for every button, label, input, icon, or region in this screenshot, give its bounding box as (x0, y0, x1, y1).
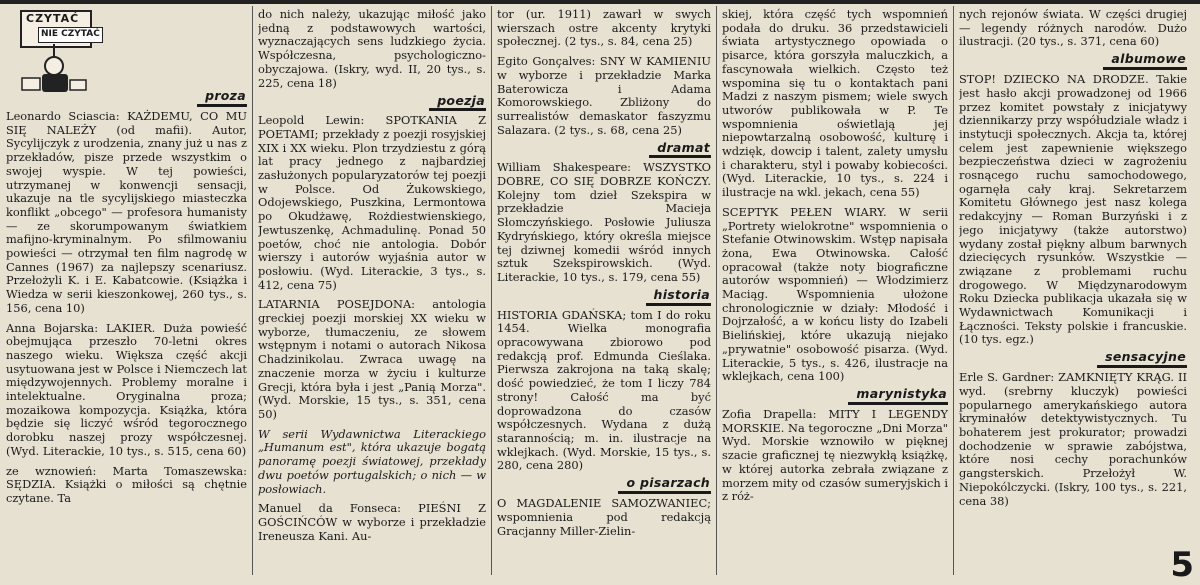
column-rule (716, 6, 717, 575)
review-tomaszewska: ze wznowień: Marta Tomaszewska: SĘDZIA. Książki o miłości są chętnie czytane. Ta (6, 463, 247, 505)
column-3 (497, 8, 711, 573)
column-rule (491, 6, 492, 575)
humanum-est-note: W serii Wydawnictwa Literackiego „Humanum est", która ukazuje bogatą panoramę poezji światowej, przekłady dwu poetów portugalskich; o nich — w posłowiach. (258, 426, 486, 496)
page-number: 5 (1170, 545, 1194, 585)
review-continuation: tor (ur. 1911) zawarł w swych wierszach ostre akcenty krytyki społecznej. (2 tys., s. 84, cena 25) (497, 8, 711, 49)
column-5 (959, 8, 1187, 573)
review-sciascia: Leonardo Sciascia: KAŻDEMU, CO MU SIĘ NALEŻY (od mafii). Autor, Sycylijczyk z urodzenia, znany już u nas z przekładów, pisze przede wszystkim o swojej wyspie. W tej powieści, utrzymanej w konwencji sensacji, ukazuje na tle sycylijskiego miasteczka konflikt „obcego" — profesora humanisty — ze skorumpowanym światkiem mafijno-kryminalnym. Po sfilmowaniu powieści — otrzymał ten film nagrodę w Cannes (1967) za najlepszy scenariusz. Przełożyli K. i E. Kabatcowie. (Książka i Wiedza w serii kieszonkowej, 260 tys., s. 156, cena 10) (6, 109, 247, 315)
review-stop-dziecko: STOP! DZIECKO NA DRODZE. Takie jest hasło akcji prowadzonej od 1966 przez komitet powstały z inicjatywy dziennikarzy przy współudziale władz i instytucji społecznych. Akcja ta, której celem jest zapewnienie większego bezpieczeństwa dzieci w zagrożeniu rosnącego ruchu samochodowego, ogarnęła cały kraj. Sekretarzem Komitetu Głównego jest nasz kolega redakcyjny — Roman Burzyński i z jego inicjatywy (także autorstwo) wydany został piękny album barwnych dziecięcych rysunków. Wszystkie — związane z problemami ruchu drogowego. W Międzynarodowym Roku Dziecka publikacja ukazała się w Wydawnictwach Komunikacji i Łączności. Teksty polskie i francuskie. (10 tys. egz.) (959, 72, 1187, 347)
logo-text-2: NIE CZYTAĆ (38, 27, 103, 43)
review-shakespeare: William Shakespeare: WSZYSTKO DOBRE, CO SIĘ DOBRZE KOŃCZY. Kolejny tom dzieł Szekspira w przekładzie Macieja Słomczyńskiego. Posłowie Juliusza Kydryńskiego, który określa miejsce tej dziwnej komedii wśród innych sztuk Szekspirowskich. (Wyd. Literackie, 10 tys., s. 179, cena 55) (497, 160, 711, 284)
review-continuation: nych rejonów świata. W części drugiej — legendy różnych narodów. Dużo ilustracji. (20 tys., s. 371, cena 60) (959, 8, 1187, 49)
czytac-nie-czytac-logo (8, 8, 126, 94)
column-2 (258, 8, 486, 573)
section-header-albumowe: albumowe (959, 52, 1187, 70)
section-header-sensacyjne: sensacyjne (959, 350, 1187, 368)
review-samozwaniec: O MAGDALENIE SAMOZWANIEC; wspomnienia pod redakcją Gracjanny Miller-Zielin- (497, 496, 711, 538)
section-header-dramat: dramat (497, 140, 711, 158)
review-continuation: skiej, która część tych wspomnień podała do druku. 36 przedstawicieli świata artystycznego opowiada o pisarce, która gorszyła maluczkich, a fascynowała wielkich. Często też wspomina się tu o kontaktach pani Madzi z naszym pismem; wiele swych utworów publikowała w P. Te wspomnienia oświetlają jej niepowtarzalną osobowość, kulturę i wdzięk, dowcip i talent, zalety umysłu i charakteru, styl i powaby kobiecości. (Wyd. Literackie, 10 tys., s. 224 i ilustracje na wkl. jekach, cena 55) (722, 8, 948, 200)
review-fonseca: Manuel da Fonseca: PIEŚNI Z GOŚCIŃCÓW w wyborze i przekładzie Ireneusza Kani. Au- (258, 501, 486, 543)
review-goncalves: Egito Gonçalves: SNY W KAMIENIU w wyborze i przekładzie Marka Baterowicza i Adama Komorowskiego. Zbliżony do surrealistów demaskator faszyzmu Salazara. (2 tys., s. 68, cena 25) (497, 54, 711, 137)
review-lewin: Leopold Lewin: SPOTKANIA Z POETAMI; przekłady z poezji rosyjskiej XIX i XX wieku. Plon trzydziestu z górą lat pracy jednego z najbardziej zasłużonych popularyzatorów tej poezji w Polsce. Od Żukowskiego, Odojewskiego, Puszkina, Lermontowa po Okudżawę, Rożdiestwienskiego, Jewtuszenkę, Achmadulinę. Ponad 50 poetów, choć nie antologia. Dobór wierszy i autorów wyjaśnia autor w posłowiu. (Wyd. Literackie, 3 tys., s. 412, cena 75) (258, 113, 486, 292)
review-historia-gdanska: HISTORIA GDAŃSKA; tom I do roku 1454. Wielka monografia opracowywana zbiorowo pod redakcją prof. Edmunda Cieślaka. Pierwsza zakrojona na taką skalę; dość powiedzieć, że tom I liczy 784 strony! Całość ma być doprowadzona do czasów współczesnych. Wydana z dużą starannością; m. in. ilustracje na wklejkach. (Wyd. Morskie, 15 tys., s. 280, cena 280) (497, 307, 711, 473)
column-rule (953, 6, 954, 575)
section-header-poezja: poezja (258, 93, 486, 111)
section-header-proza: proza (126, 89, 247, 107)
review-drapella: Zofia Drapella: MITY I LEGENDY MORSKIE. Na tegoroczne „Dni Morza" Wyd. Morskie wznowiło w pięknej szacie graficznej tę niezwykłą książkę, w której autorka zebrała związane z morzem mity od czasów sumeryjskich i z róż- (722, 406, 948, 504)
review-bojarska: Anna Bojarska: LAKIER. Duża powieść obejmująca przeszło 70-letni okres naszego wieku. Większa część akcji usytuowana jest w Polsce i Niemczech lat międzywojennych. Problemy moralne i intelektualne. Oryginalna proza; mozaikowa kompozycja. Książka, która będzie się liczyć wśród tegorocznego dorobku naszej prozy współczesnej. (Wyd. Literackie, 10 tys., s. 515, cena 60) (6, 320, 247, 458)
reader-figure-icon (8, 8, 126, 94)
column-rule (252, 6, 253, 575)
section-header-marynistyka: marynistyka (722, 387, 948, 405)
review-gardner: Erle S. Gardner: ZAMKNIĘTY KRĄG. II wyd. (srebrny kluczyk) powieści popularnego amerykańskiego autora kryminałów detektywistycznych. Tu bohaterem jest prokurator; prowadzi dochodzenie w sprawie zabójstwa, które nosi cechy porachunków gangsterskich. Przełożył W. Niepokólczycki. (Iskry, 100 tys., s. 221, cena 38) (959, 370, 1187, 508)
top-rule (0, 0, 1200, 4)
review-latarnia-posejdona: LATARNIA POSEJDONA: antologia greckiej poezji morskiej XX wieku w wyborze, tłumaczeniu, ze słowem wstępnym i notami o autorach Nikosa Chadzinikolau. Zwraca uwagę na znaczenie morza w życiu i kulturze Grecji, która była i jest „Panią Morza". (Wyd. Morskie, 15 tys., s. 351, cena 50) (258, 297, 486, 421)
logo-text-1: CZYTAĆ (26, 12, 80, 25)
section-header-historia: historia (497, 288, 711, 306)
column-1 (6, 8, 247, 573)
column-4 (722, 8, 948, 573)
review-sceptyk: SCEPTYK PEŁEN WIARY. W serii „Portrety wielokrotne" wspomnienia o Stefanie Otwinowskim. Wstęp napisała żona, Ewa Otwinowska. Całość opracował (także noty biograficzne autorów wspomnień) — Włodzimierz Maciąg. Wspomnienia ułożone chronologicznie w działy: Młodość i Dojrzałość, a w końcu listy do Izabeli Bielińskiej, które ukazują niejako „prywatnie" osobowość pisarza. (Wyd. Literackie, 5 tys., s. 426, ilustracje na wklejkach, cena 100) (722, 204, 948, 384)
review-continuation: do nich należy, ukazując miłość jako jedną z podstawowych wartości, wyznaczających sens ludzkiego życia. Współczesna, psychologiczno-obyczajowa. (Iskry, wyd. II, 20 tys., s. 225, cena 18) (258, 8, 486, 90)
section-header-o-pisarzach: o pisarzach (497, 476, 711, 494)
